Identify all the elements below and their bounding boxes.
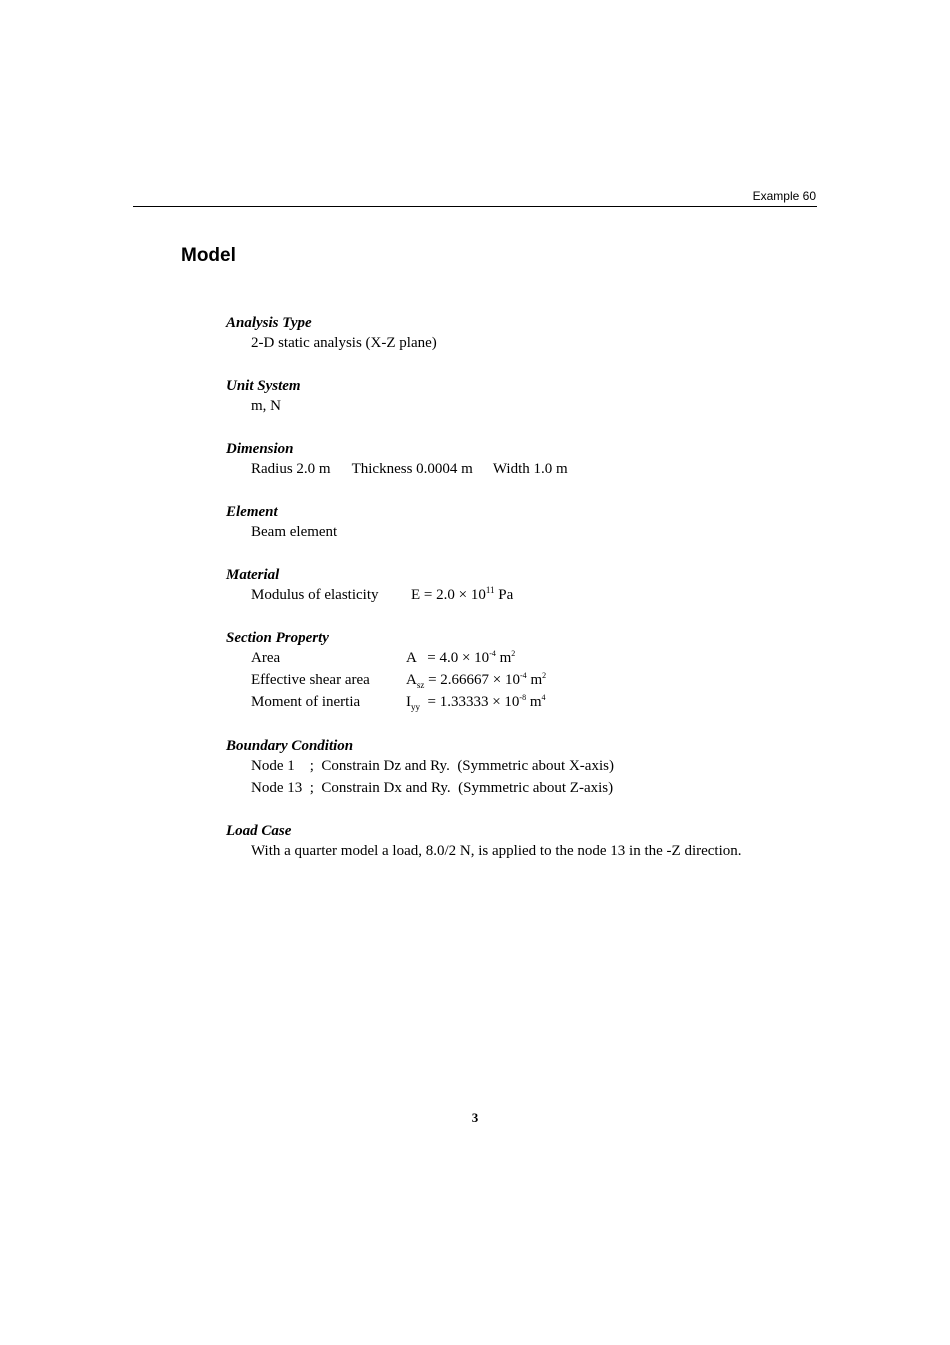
material-exponent: 11: [485, 585, 495, 595]
boundary-condition-heading: Boundary Condition: [226, 738, 354, 754]
material-block: [226, 566, 514, 606]
material-label: Modulus of elasticity: [251, 587, 379, 603]
page-number: 3: [471, 1110, 479, 1125]
analysis-type-text: 2-D static analysis (X-Z plane): [251, 335, 437, 351]
shear-area-line: [226, 669, 547, 691]
load-case-text: With a quarter model a load, 8.0/2 N, is applied to the node 13 in the -Z direction.: [251, 843, 742, 859]
area-value: $A = 4.0 \times 10^{-4}$ $m^2$: [406, 649, 516, 666]
element-text: Beam element: [251, 524, 338, 540]
section-property-block: [226, 629, 547, 713]
boundary-condition-block: [226, 737, 614, 799]
dimension-radius: Radius 2.0 m: [251, 461, 331, 477]
area-line: [226, 647, 516, 669]
area-label: Area: [251, 650, 281, 666]
boundary-node-1: Node 1 ; Constrain Dz and Ry. (Symmetric about X-axis): [251, 758, 614, 774]
dimension-thickness: Thickness 0.0004 m: [351, 461, 473, 477]
dimension-heading: Dimension: [226, 441, 294, 457]
dimension-block: [226, 440, 568, 480]
running-header: Example 60: [752, 189, 816, 203]
shear-area-label: Effective shear area: [251, 672, 370, 688]
header-divider: [133, 206, 817, 207]
dimension-width: Width 1.0 m: [492, 461, 568, 477]
analysis-type-heading: Analysis Type: [226, 315, 312, 331]
dimension-line: [226, 458, 568, 480]
section-title: Model: [181, 245, 236, 266]
material-line: [226, 584, 514, 606]
inertia-value: $I_{yy} = 1.33333 \times 10^{-8}$ $m^4$: [406, 693, 546, 712]
unit-system-text: m, N: [251, 398, 281, 414]
boundary-node-13: Node 13 ; Constrain Dx and Ry. (Symmetric about Z-axis): [251, 780, 614, 796]
inertia-line: [226, 691, 546, 713]
element-block: [226, 503, 337, 543]
element-heading: Element: [226, 504, 278, 520]
material-value: $E = 2.0 \times 10^{11}$ Pa: [411, 585, 514, 603]
section-property-heading: Section Property: [226, 630, 329, 646]
inertia-label: Moment of inertia: [251, 694, 361, 710]
material-heading: Material: [226, 567, 280, 583]
unit-system-heading: Unit System: [226, 378, 301, 394]
load-case-heading: Load Case: [226, 823, 292, 839]
unit-system-block: [226, 377, 301, 417]
shear-area-value: $A_{sz} = 2.66667 \times 10^{-4}$ $m^2$: [406, 671, 547, 690]
analysis-type-block: [226, 314, 437, 354]
load-case-block: [226, 822, 742, 862]
